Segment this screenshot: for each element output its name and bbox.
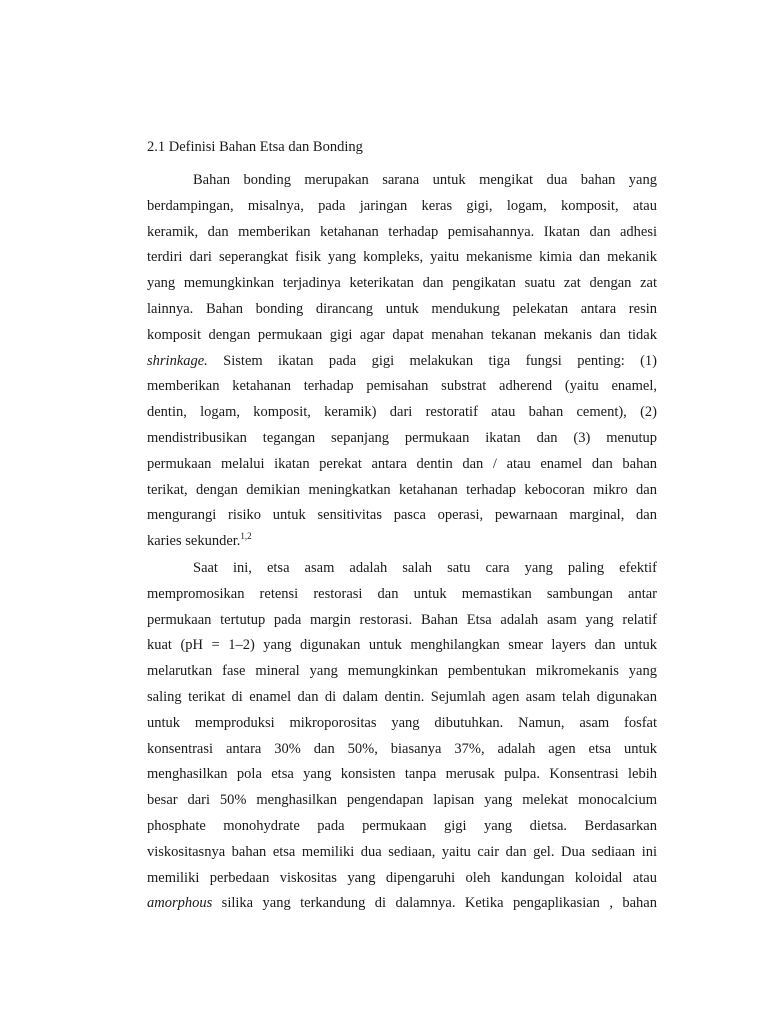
text-line: terdiri dari seperangkat fisik yang kompleks, yaitu mekanisme kimia dan mekanik <box>147 249 657 266</box>
text-fragment: Sistem ikatan pada gigi melakukan tiga fungsi penting: (1) <box>207 352 657 369</box>
text-line <box>147 349 657 375</box>
text-line <box>147 891 657 917</box>
text-line: yang memungkinkan terjadinya keterikatan dan pengikatan suatu zat dengan zat <box>147 275 657 292</box>
text-line: lainnya. Bahan bonding dirancang untuk mendukung pelekatan antara resin <box>147 300 657 317</box>
text-line: viskositasnya bahan etsa memiliki dua sediaan, yaitu cair dan gel. Dua sediaan ini <box>147 843 657 860</box>
text-line: mempromosikan retensi restorasi dan untuk memastikan sambungan antar <box>147 585 657 602</box>
citation-superscript: 1,2 <box>240 531 252 542</box>
text-line: mendistribusikan tegangan sepanjang permukaan ikatan dan (3) menutup <box>147 429 657 446</box>
text-line: Bahan bonding merupakan sarana untuk mengikat dua bahan yang <box>193 172 657 188</box>
text-line: saling terikat di enamel dan di dalam dentin. Sejumlah agen asam telah digunakan <box>147 688 657 705</box>
italic-term: shrinkage. <box>147 352 208 369</box>
text-line: mengurangi risiko untuk sensitivitas pasca operasi, pewarnaan marginal, dan <box>147 507 657 524</box>
text-line: kuat (pH = 1–2) yang digunakan untuk menghilangkan smear layers dan untuk <box>147 637 657 654</box>
text-fragment: silika yang terkandung di dalamnya. Ketika pengaplikasian , bahan <box>212 895 657 912</box>
text-line: melarutkan fase mineral yang memungkinkan pembentukan mikromekanis yang <box>147 663 657 680</box>
text-line: Saat ini, etsa asam adalah salah satu cara yang paling efektif <box>193 560 657 576</box>
text-line: keramik, dan memberikan ketahanan terhadap pemisahannya. Ikatan dan adhesi <box>147 223 657 240</box>
text-line: berdampingan, misalnya, pada jaringan keras gigi, logam, komposit, atau <box>147 197 657 214</box>
italic-term: amorphous <box>147 895 213 912</box>
text-line: untuk memproduksi mikroporositas yang dibutuhkan. Namun, asam fosfat <box>147 714 657 731</box>
text-line: memiliki perbedaan viskositas yang dipengaruhi oleh kandungan koloidal atau <box>147 869 657 886</box>
text-line: phosphate monohydrate pada permukaan gigi yang dietsa. Berdasarkan <box>147 817 657 834</box>
paragraph-etsa <box>147 556 657 917</box>
text-line: konsentrasi antara 30% dan 50%, biasanya 37%, adalah agen etsa untuk <box>147 740 657 757</box>
text-line: memberikan ketahanan terhadap pemisahan substrat adherend (yaitu enamel, <box>147 378 657 395</box>
text-line: besar dari 50% menghasilkan pengendapan lapisan yang melekat monocalcium <box>147 792 657 809</box>
text-line: terikat, dengan demikian meningkatkan ketahanan terhadap kebocoran mikro dan <box>147 481 657 498</box>
text-line: dentin, logam, komposit, keramik) dari restoratif atau bahan cement), (2) <box>147 404 657 421</box>
paragraph-bonding <box>147 168 657 555</box>
text-line: permukaan melalui ikatan perekat antara dentin dan / atau enamel dan bahan <box>147 455 657 472</box>
text-line: komposit dengan permukaan gigi agar dapat menahan tekanan mekanis dan tidak <box>147 326 657 343</box>
text-fragment: karies sekunder. <box>147 533 241 550</box>
section-heading: 2.1 Definisi Bahan Etsa dan Bonding <box>147 139 363 155</box>
text-line <box>147 529 657 555</box>
text-line: permukaan tertutup pada margin restorasi. Bahan Etsa adalah asam yang relatif <box>147 611 657 628</box>
text-line: menghasilkan pola etsa yang konsisten tanpa merusak pulpa. Konsentrasi lebih <box>147 766 657 783</box>
